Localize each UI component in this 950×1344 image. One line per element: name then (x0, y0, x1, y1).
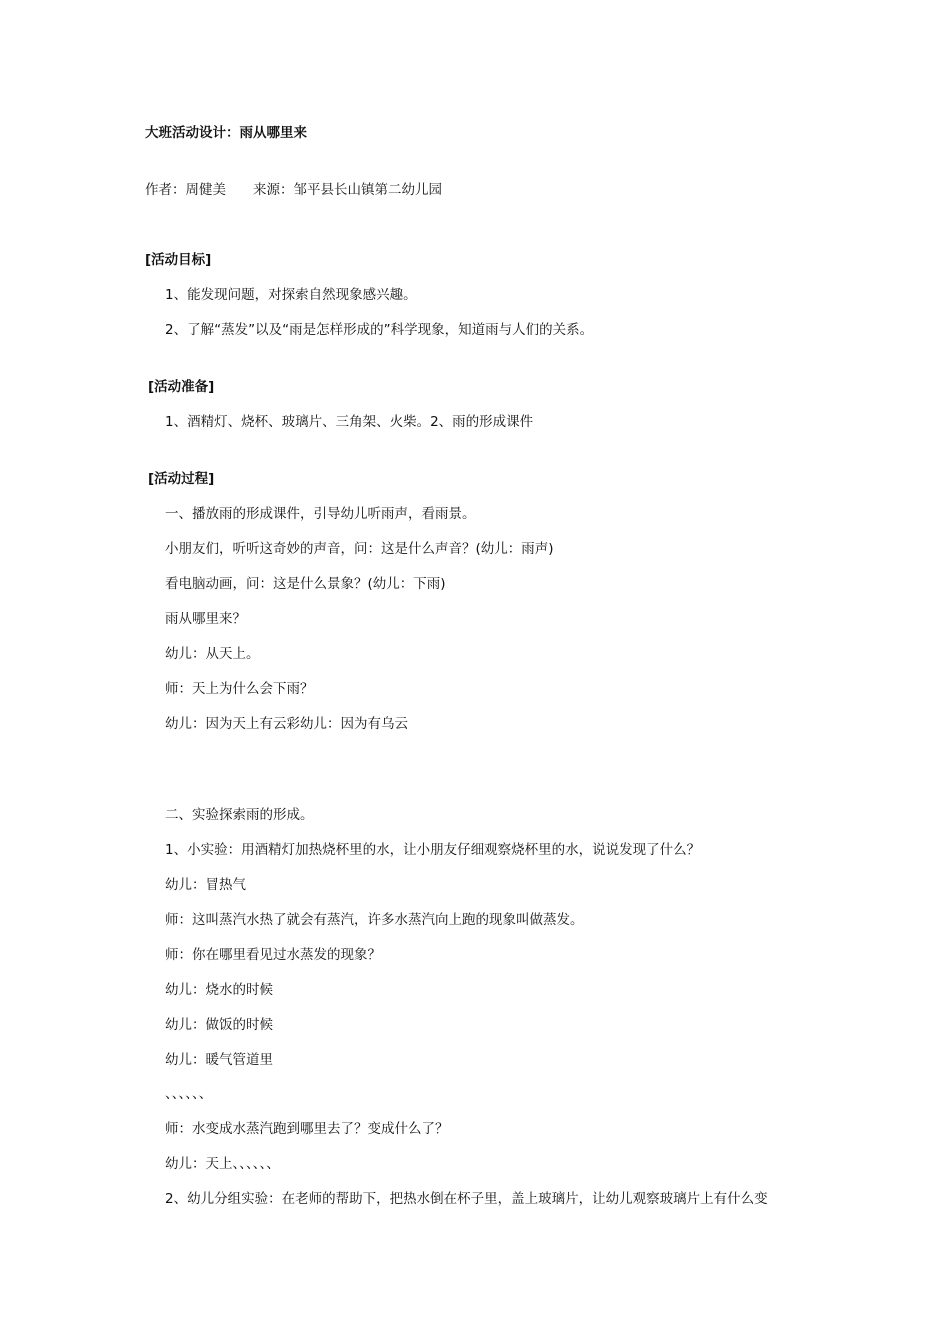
paragraph: 幼儿：因为天上有云彩幼儿：因为有乌云 (165, 716, 408, 732)
paragraph: 幼儿：天上、、、、、、 (165, 1156, 280, 1172)
document-title: 大班活动设计：雨从哪里来 (145, 125, 307, 141)
list-item: 1、酒精灯、烧杯、玻璃片、三角架、火柴。2、雨的形成课件 (165, 414, 534, 430)
paragraph: 幼儿：冒热气 (165, 877, 246, 893)
byline: 作者：周健美 来源：邹平县长山镇第二幼儿园 (145, 182, 442, 198)
list-item: 1、能发现问题，对探索自然现象感兴趣。 (165, 287, 417, 303)
paragraph: 幼儿：做饭的时候 (165, 1017, 273, 1033)
paragraph: 幼儿：暖气管道里 (165, 1052, 273, 1068)
heading-process: [活动过程] (148, 471, 215, 487)
list-item: 2、了解“蒸发”以及“雨是怎样形成的”科学现象，知道雨与人们的关系。 (165, 322, 594, 338)
heading-goals: [活动目标] (145, 252, 212, 268)
paragraph: 一、播放雨的形成课件，引导幼儿听雨声，看雨景。 (165, 506, 476, 522)
paragraph: 、、、、、、 (165, 1086, 213, 1102)
paragraph: 二、实验探索雨的形成。 (165, 807, 314, 823)
paragraph: 小朋友们，听听这奇妙的声音，问：这是什么声音？(幼儿：雨声) (165, 541, 554, 557)
paragraph: 幼儿：从天上。 (165, 646, 260, 662)
paragraph: 师：天上为什么会下雨？ (165, 681, 314, 697)
paragraph: 1、小实验：用酒精灯加热烧杯里的水，让小朋友仔细观察烧杯里的水，说说发现了什么？ (165, 842, 701, 858)
heading-prep: [活动准备] (148, 379, 215, 395)
paragraph: 看电脑动画，问：这是什么景象？(幼儿：下雨) (165, 576, 446, 592)
paragraph: 师：水变成水蒸汽跑到哪里去了？变成什么了？ (165, 1121, 449, 1137)
paragraph: 师：你在哪里看见过水蒸发的现象？ (165, 947, 381, 963)
paragraph: 雨从哪里来？ (165, 611, 246, 627)
paragraph: 幼儿：烧水的时候 (165, 982, 273, 998)
paragraph: 2、幼儿分组实验：在老师的帮助下，把热水倒在杯子里，盖上玻璃片，让幼儿观察玻璃片上有什么变 (165, 1191, 768, 1207)
paragraph: 师：这叫蒸汽水热了就会有蒸汽，许多水蒸汽向上跑的现象叫做蒸发。 (165, 912, 584, 928)
